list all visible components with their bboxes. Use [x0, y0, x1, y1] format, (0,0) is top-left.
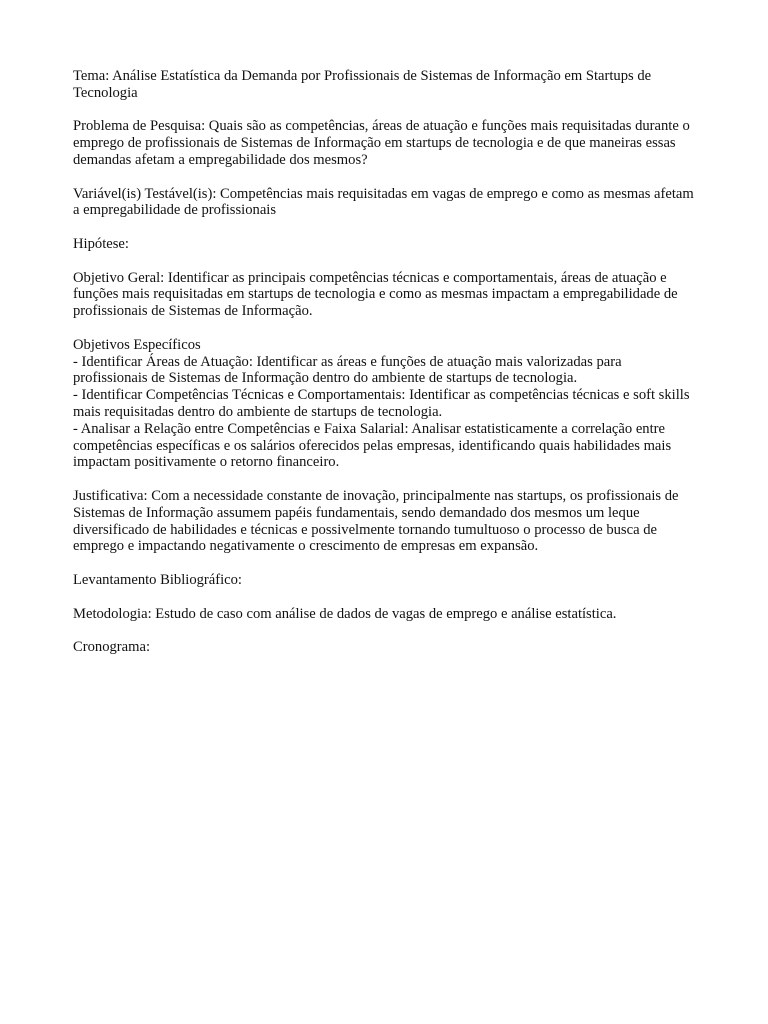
cronograma-paragraph: Cronograma: [73, 639, 151, 656]
document-page [73, 68, 695, 673]
hipotese-paragraph: Hipótese: [73, 235, 129, 252]
objetivos-especificos-section [73, 337, 695, 471]
objetivo-especifico-item: - Identificar Competências Técnicas e Comportamentais: Identificar as competências técnicas e soft skills mais requisitadas dentro do ambiente de startups de tecnologia. [73, 387, 690, 420]
justificativa-paragraph: Justificativa: Com a necessidade constante de inovação, principalmente nas startups, os profissionais de Sistemas de Informação assumem papéis fundamentais, sendo demandado dos mesmos um leque diversificado de habilidades e técnicas e possivelmente tornando tumultuoso o processo de busca de emprego e impactando negativamente o crescimento de empresas em expansão. [73, 487, 679, 555]
levantamento-paragraph: Levantamento Bibliográfico: [73, 571, 242, 588]
metodologia-paragraph: Metodologia: Estudo de caso com análise de dados de vagas de emprego e análise estatística. [73, 605, 617, 622]
problema-paragraph: Problema de Pesquisa: Quais são as competências, áreas de atuação e funções mais requisitadas durante o emprego de profissionais de Sistemas de Informação em startups de tecnologia e de que maneiras essas demandas afetam a empregabilidade dos mesmos? [73, 118, 690, 168]
objetivo-geral-paragraph: Objetivo Geral: Identificar as principais competências técnicas e comportamentais, áreas de atuação e funções mais requisitadas em startups de tecnologia e como as mesmas impactam a empregabilidade de profissionais de Sistemas de Informação. [73, 269, 678, 320]
objetivo-especifico-item: - Analisar a Relação entre Competências e Faixa Salarial: Analisar estatisticamente a correlação entre competências específicas e os salários oferecidos pelas empresas, identificando quais habilidades mais impactam positivamente o retorno financeiro. [73, 420, 672, 471]
tema-paragraph: Tema: Análise Estatística da Demanda por Profissionais de Sistemas de Informação em Startups de Tecnologia [73, 68, 652, 101]
objetivo-especifico-item: - Identificar Áreas de Atuação: Identificar as áreas e funções de atuação mais valorizadas para profissionais de Sistemas de Informação dentro do ambiente de startups de tecnologia. [73, 353, 622, 387]
variaveis-paragraph: Variável(is) Testável(is): Competências mais requisitadas em vagas de emprego e como as mesmas afetam a empregabilidade de profissionais [73, 185, 694, 219]
objetivos-especificos-heading: Objetivos Específicos [73, 336, 201, 353]
